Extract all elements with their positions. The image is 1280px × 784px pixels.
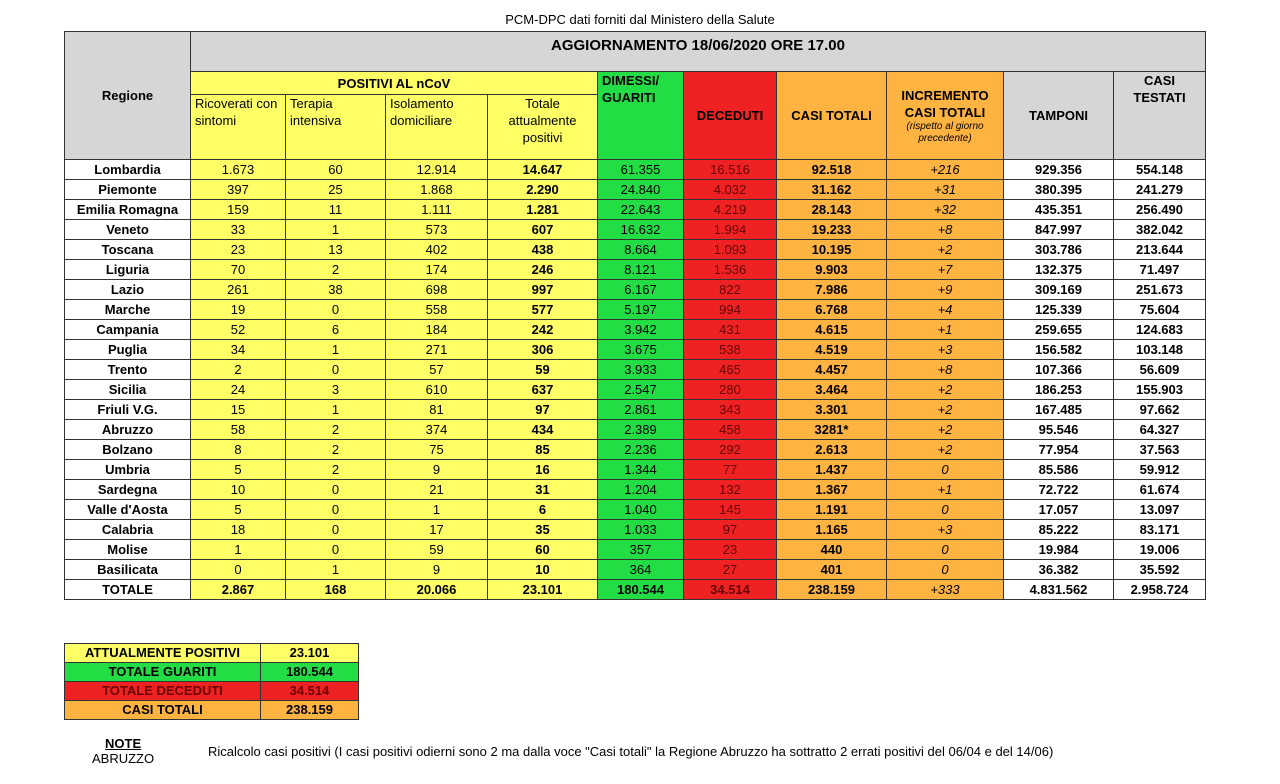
- header-casi-totali: CASI TOTALI: [777, 72, 887, 160]
- cell-ric: 1: [191, 540, 286, 560]
- cell-tes: 124.683: [1114, 320, 1206, 340]
- cell-tes: 256.490: [1114, 200, 1206, 220]
- table-row: [65, 320, 1206, 340]
- cell-dim: 1.344: [598, 460, 684, 480]
- table-row: [65, 520, 1206, 540]
- cell-dec: 465: [684, 360, 777, 380]
- cell-tam: 107.366: [1004, 360, 1114, 380]
- summary-row: [65, 682, 359, 701]
- cell-casi: 28.143: [777, 200, 887, 220]
- table-row: [65, 400, 1206, 420]
- cell-tam: 36.382: [1004, 560, 1114, 580]
- cell-ric: 10: [191, 480, 286, 500]
- cell-dec: 431: [684, 320, 777, 340]
- cell-casi: 4.519: [777, 340, 887, 360]
- region-name: Marche: [65, 300, 191, 320]
- cell-iso: 271: [386, 340, 488, 360]
- cell-tam: 380.395: [1004, 180, 1114, 200]
- cell-inc: +2: [887, 380, 1004, 400]
- region-name: Veneto: [65, 220, 191, 240]
- cell-dim: 16.632: [598, 220, 684, 240]
- cell-inc: +7: [887, 260, 1004, 280]
- cell-ric: 397: [191, 180, 286, 200]
- cell-dim: 2.547: [598, 380, 684, 400]
- cell-ter: 0: [286, 520, 386, 540]
- cell-ter: 0: [286, 360, 386, 380]
- cell-tam: 186.253: [1004, 380, 1114, 400]
- cell-tot: 85: [488, 440, 598, 460]
- table-row: [65, 200, 1206, 220]
- cell-casi: 1.367: [777, 480, 887, 500]
- cell-iso: 1.111: [386, 200, 488, 220]
- cell-casi: 9.903: [777, 260, 887, 280]
- cell-inc: +333: [887, 580, 1004, 600]
- cell-inc: +3: [887, 340, 1004, 360]
- table-row: [65, 220, 1206, 240]
- region-name: Puglia: [65, 340, 191, 360]
- table-row: [65, 480, 1206, 500]
- cell-tot: 14.647: [488, 160, 598, 180]
- cell-ter: 2: [286, 440, 386, 460]
- cell-tes: 64.327: [1114, 420, 1206, 440]
- cell-tot: 6: [488, 500, 598, 520]
- summary-value: 180.544: [261, 663, 359, 682]
- region-name: Friuli V.G.: [65, 400, 191, 420]
- cell-tes: 554.148: [1114, 160, 1206, 180]
- region-name: Campania: [65, 320, 191, 340]
- cell-tot: 637: [488, 380, 598, 400]
- cell-dec: 16.516: [684, 160, 777, 180]
- cell-tes: 155.903: [1114, 380, 1206, 400]
- cell-dec: 292: [684, 440, 777, 460]
- cell-iso: 1.868: [386, 180, 488, 200]
- cell-dec: 27: [684, 560, 777, 580]
- cell-ric: 5: [191, 500, 286, 520]
- table-row: [65, 380, 1206, 400]
- summary-label: CASI TOTALI: [65, 701, 261, 720]
- cell-casi: 4.615: [777, 320, 887, 340]
- cell-ric: 15: [191, 400, 286, 420]
- cell-dim: 2.389: [598, 420, 684, 440]
- cell-inc: +31: [887, 180, 1004, 200]
- region-name: Liguria: [65, 260, 191, 280]
- cell-dec: 1.093: [684, 240, 777, 260]
- cell-ric: 1.673: [191, 160, 286, 180]
- cell-casi: 238.159: [777, 580, 887, 600]
- summary-value: 23.101: [261, 644, 359, 663]
- cell-tam: 259.655: [1004, 320, 1114, 340]
- region-name: Toscana: [65, 240, 191, 260]
- table-row: [65, 240, 1206, 260]
- cell-dec: 77: [684, 460, 777, 480]
- cell-ric: 58: [191, 420, 286, 440]
- cell-dec: 458: [684, 420, 777, 440]
- cell-ter: 1: [286, 560, 386, 580]
- cell-inc: 0: [887, 460, 1004, 480]
- cell-iso: 1: [386, 500, 488, 520]
- cell-iso: 698: [386, 280, 488, 300]
- region-name: Calabria: [65, 520, 191, 540]
- cell-ric: 159: [191, 200, 286, 220]
- cell-ric: 18: [191, 520, 286, 540]
- cell-dim: 5.197: [598, 300, 684, 320]
- cell-dim: 357: [598, 540, 684, 560]
- cell-tam: 435.351: [1004, 200, 1114, 220]
- cell-dim: 180.544: [598, 580, 684, 600]
- total-row: [65, 580, 1206, 600]
- cell-dec: 23: [684, 540, 777, 560]
- region-name: Molise: [65, 540, 191, 560]
- cell-tot: 246: [488, 260, 598, 280]
- header-testati: CASI TESTATI: [1114, 72, 1206, 160]
- header-incremento-note: (rispetto al giorno precedente): [906, 120, 984, 144]
- region-name: Sicilia: [65, 380, 191, 400]
- cell-dec: 994: [684, 300, 777, 320]
- summary-row: [65, 644, 359, 663]
- cell-inc: +8: [887, 220, 1004, 240]
- cell-tot: 242: [488, 320, 598, 340]
- summary-value: 238.159: [261, 701, 359, 720]
- cell-casi: 440: [777, 540, 887, 560]
- header-terapia: Terapia intensiva: [286, 95, 386, 160]
- cell-tes: 97.662: [1114, 400, 1206, 420]
- summary-row: [65, 701, 359, 720]
- cell-iso: 174: [386, 260, 488, 280]
- cell-tam: 77.954: [1004, 440, 1114, 460]
- cell-iso: 59: [386, 540, 488, 560]
- cell-iso: 402: [386, 240, 488, 260]
- header-dimessi: DIMESSI/ GUARITI: [598, 72, 684, 160]
- cell-casi: 401: [777, 560, 887, 580]
- cell-iso: 75: [386, 440, 488, 460]
- cell-tot: 59: [488, 360, 598, 380]
- cell-casi: 19.233: [777, 220, 887, 240]
- cell-ric: 33: [191, 220, 286, 240]
- header-incremento: [887, 72, 1004, 160]
- cell-casi: 3281*: [777, 420, 887, 440]
- cell-dim: 1.033: [598, 520, 684, 540]
- cell-dim: 1.040: [598, 500, 684, 520]
- cell-inc: +9: [887, 280, 1004, 300]
- cell-tot: 2.290: [488, 180, 598, 200]
- region-name: Trento: [65, 360, 191, 380]
- cell-tam: 125.339: [1004, 300, 1114, 320]
- cell-tes: 241.279: [1114, 180, 1206, 200]
- cell-tes: 71.497: [1114, 260, 1206, 280]
- cell-ter: 25: [286, 180, 386, 200]
- cell-ter: 2: [286, 460, 386, 480]
- cell-tes: 37.563: [1114, 440, 1206, 460]
- header-positivi: POSITIVI AL nCoV: [191, 72, 598, 95]
- cell-iso: 57: [386, 360, 488, 380]
- cell-ric: 23: [191, 240, 286, 260]
- cell-ric: 2: [191, 360, 286, 380]
- cell-ter: 1: [286, 220, 386, 240]
- summary-value: 34.514: [261, 682, 359, 701]
- cell-inc: 0: [887, 500, 1004, 520]
- region-name: Abruzzo: [65, 420, 191, 440]
- cell-inc: +4: [887, 300, 1004, 320]
- cell-ter: 3: [286, 380, 386, 400]
- region-name: TOTALE: [65, 580, 191, 600]
- cell-tes: 251.673: [1114, 280, 1206, 300]
- cell-casi: 3.301: [777, 400, 887, 420]
- cell-inc: 0: [887, 540, 1004, 560]
- cell-ric: 19: [191, 300, 286, 320]
- cell-tes: 13.097: [1114, 500, 1206, 520]
- table-row: [65, 540, 1206, 560]
- cell-ter: 0: [286, 480, 386, 500]
- cell-ter: 0: [286, 500, 386, 520]
- cell-ter: 60: [286, 160, 386, 180]
- cell-casi: 92.518: [777, 160, 887, 180]
- table-row: [65, 260, 1206, 280]
- cell-ter: 11: [286, 200, 386, 220]
- cell-ter: 168: [286, 580, 386, 600]
- cell-dim: 8.121: [598, 260, 684, 280]
- cell-tam: 303.786: [1004, 240, 1114, 260]
- cell-tes: 103.148: [1114, 340, 1206, 360]
- table-row: [65, 360, 1206, 380]
- table-row: [65, 560, 1206, 580]
- cell-ric: 8: [191, 440, 286, 460]
- cell-tam: 929.356: [1004, 160, 1114, 180]
- summary-row: [65, 663, 359, 682]
- cell-tot: 1.281: [488, 200, 598, 220]
- cell-dim: 3.942: [598, 320, 684, 340]
- notes-label: [92, 736, 154, 766]
- cell-dim: 24.840: [598, 180, 684, 200]
- cell-ter: 0: [286, 540, 386, 560]
- cell-ter: 38: [286, 280, 386, 300]
- cell-tot: 434: [488, 420, 598, 440]
- cell-dim: 22.643: [598, 200, 684, 220]
- cell-tot: 438: [488, 240, 598, 260]
- cell-dec: 132: [684, 480, 777, 500]
- cell-ric: 5: [191, 460, 286, 480]
- cell-dec: 145: [684, 500, 777, 520]
- cell-tes: 75.604: [1114, 300, 1206, 320]
- cell-iso: 21: [386, 480, 488, 500]
- summary-label: TOTALE GUARITI: [65, 663, 261, 682]
- cell-tam: 85.586: [1004, 460, 1114, 480]
- cell-inc: +8: [887, 360, 1004, 380]
- cell-casi: 1.437: [777, 460, 887, 480]
- cell-ter: 2: [286, 260, 386, 280]
- cell-tes: 56.609: [1114, 360, 1206, 380]
- cell-tes: 83.171: [1114, 520, 1206, 540]
- header-tamponi: TAMPONI: [1004, 72, 1114, 160]
- cell-dim: 2.236: [598, 440, 684, 460]
- summary-label: ATTUALMENTE POSITIVI: [65, 644, 261, 663]
- cell-tam: 156.582: [1004, 340, 1114, 360]
- header-ricoverati: Ricoverati con sintomi: [191, 95, 286, 160]
- table-row: [65, 340, 1206, 360]
- cell-tam: 72.722: [1004, 480, 1114, 500]
- header-deceduti: DECEDUTI: [684, 72, 777, 160]
- cell-dim: 8.664: [598, 240, 684, 260]
- cell-ric: 52: [191, 320, 286, 340]
- cell-casi: 10.195: [777, 240, 887, 260]
- header-regione: Regione: [65, 32, 191, 160]
- cell-inc: 0: [887, 560, 1004, 580]
- cell-casi: 1.165: [777, 520, 887, 540]
- notes-region: ABRUZZO: [92, 751, 155, 766]
- region-name: Sardegna: [65, 480, 191, 500]
- cell-tot: 60: [488, 540, 598, 560]
- cell-iso: 9: [386, 460, 488, 480]
- cell-dim: 2.861: [598, 400, 684, 420]
- cell-inc: +1: [887, 480, 1004, 500]
- cell-inc: +1: [887, 320, 1004, 340]
- cell-ric: 0: [191, 560, 286, 580]
- cell-inc: +3: [887, 520, 1004, 540]
- region-name: Lazio: [65, 280, 191, 300]
- cell-tot: 607: [488, 220, 598, 240]
- cell-casi: 1.191: [777, 500, 887, 520]
- cell-dim: 364: [598, 560, 684, 580]
- cell-tes: 35.592: [1114, 560, 1206, 580]
- table-row: [65, 500, 1206, 520]
- table-row: [65, 460, 1206, 480]
- cell-tot: 16: [488, 460, 598, 480]
- cell-tot: 997: [488, 280, 598, 300]
- cell-tam: 17.057: [1004, 500, 1114, 520]
- cell-inc: +2: [887, 420, 1004, 440]
- cell-dec: 4.219: [684, 200, 777, 220]
- cell-tot: 306: [488, 340, 598, 360]
- table-row: [65, 280, 1206, 300]
- cell-ter: 1: [286, 340, 386, 360]
- cell-tes: 19.006: [1114, 540, 1206, 560]
- summary-table: [64, 643, 359, 720]
- cell-tes: 2.958.724: [1114, 580, 1206, 600]
- cell-dec: 34.514: [684, 580, 777, 600]
- table-row: [65, 160, 1206, 180]
- cell-iso: 558: [386, 300, 488, 320]
- cell-dec: 280: [684, 380, 777, 400]
- cell-ric: 70: [191, 260, 286, 280]
- cell-inc: +2: [887, 240, 1004, 260]
- cell-casi: 3.464: [777, 380, 887, 400]
- region-name: Piemonte: [65, 180, 191, 200]
- cell-tam: 309.169: [1004, 280, 1114, 300]
- cell-iso: 17: [386, 520, 488, 540]
- table-row: [65, 440, 1206, 460]
- cell-dim: 3.675: [598, 340, 684, 360]
- cell-ric: 2.867: [191, 580, 286, 600]
- region-name: Bolzano: [65, 440, 191, 460]
- cell-casi: 4.457: [777, 360, 887, 380]
- header-totale-positivi: Totale attualmente positivi: [488, 95, 598, 160]
- header-isolamento: Isolamento domiciliare: [386, 95, 488, 160]
- region-name: Emilia Romagna: [65, 200, 191, 220]
- cell-casi: 31.162: [777, 180, 887, 200]
- cell-casi: 6.768: [777, 300, 887, 320]
- cell-ter: 13: [286, 240, 386, 260]
- cell-iso: 9: [386, 560, 488, 580]
- cell-ter: 0: [286, 300, 386, 320]
- covid-regions-table: [64, 31, 1206, 600]
- cell-tes: 213.644: [1114, 240, 1206, 260]
- cell-dec: 1.994: [684, 220, 777, 240]
- cell-ric: 24: [191, 380, 286, 400]
- cell-dim: 6.167: [598, 280, 684, 300]
- cell-tot: 35: [488, 520, 598, 540]
- cell-dec: 343: [684, 400, 777, 420]
- cell-tam: 95.546: [1004, 420, 1114, 440]
- header-incremento-label: INCREMENTO CASI TOTALI: [901, 87, 989, 120]
- cell-tot: 23.101: [488, 580, 598, 600]
- cell-iso: 81: [386, 400, 488, 420]
- cell-tam: 847.997: [1004, 220, 1114, 240]
- source-caption: PCM-DPC dati forniti dal Ministero della Salute: [505, 12, 775, 27]
- cell-tes: 61.674: [1114, 480, 1206, 500]
- cell-tam: 132.375: [1004, 260, 1114, 280]
- cell-ter: 2: [286, 420, 386, 440]
- cell-iso: 610: [386, 380, 488, 400]
- cell-inc: +32: [887, 200, 1004, 220]
- cell-ter: 1: [286, 400, 386, 420]
- cell-casi: 7.986: [777, 280, 887, 300]
- cell-inc: +2: [887, 400, 1004, 420]
- cell-iso: 12.914: [386, 160, 488, 180]
- cell-ric: 261: [191, 280, 286, 300]
- cell-inc: +2: [887, 440, 1004, 460]
- cell-tes: 382.042: [1114, 220, 1206, 240]
- cell-tam: 4.831.562: [1004, 580, 1114, 600]
- cell-tot: 31: [488, 480, 598, 500]
- cell-ric: 34: [191, 340, 286, 360]
- region-name: Umbria: [65, 460, 191, 480]
- cell-dec: 1.536: [684, 260, 777, 280]
- cell-tam: 19.984: [1004, 540, 1114, 560]
- table-row: [65, 180, 1206, 200]
- cell-iso: 184: [386, 320, 488, 340]
- cell-dim: 1.204: [598, 480, 684, 500]
- cell-tot: 97: [488, 400, 598, 420]
- region-name: Lombardia: [65, 160, 191, 180]
- cell-dim: 61.355: [598, 160, 684, 180]
- cell-dec: 4.032: [684, 180, 777, 200]
- cell-iso: 573: [386, 220, 488, 240]
- table-row: [65, 420, 1206, 440]
- cell-dec: 538: [684, 340, 777, 360]
- cell-iso: 20.066: [386, 580, 488, 600]
- cell-dec: 822: [684, 280, 777, 300]
- cell-tam: 167.485: [1004, 400, 1114, 420]
- cell-tam: 85.222: [1004, 520, 1114, 540]
- cell-ter: 6: [286, 320, 386, 340]
- notes-text: Ricalcolo casi positivi (I casi positivi odierni sono 2 ma dalla voce "Casi totali" la Regione Abruzzo ha sottratto 2 errati positivi del 06/04 e del 14/06): [208, 744, 1054, 759]
- table-row: [65, 300, 1206, 320]
- cell-inc: +216: [887, 160, 1004, 180]
- region-name: Basilicata: [65, 560, 191, 580]
- update-title: AGGIORNAMENTO 18/06/2020 ORE 17.00: [191, 32, 1206, 72]
- notes-title: NOTE: [105, 736, 142, 751]
- cell-casi: 2.613: [777, 440, 887, 460]
- cell-dim: 3.933: [598, 360, 684, 380]
- cell-dec: 97: [684, 520, 777, 540]
- summary-label: TOTALE DECEDUTI: [65, 682, 261, 701]
- cell-tes: 59.912: [1114, 460, 1206, 480]
- cell-iso: 374: [386, 420, 488, 440]
- region-name: Valle d'Aosta: [65, 500, 191, 520]
- cell-tot: 10: [488, 560, 598, 580]
- cell-tot: 577: [488, 300, 598, 320]
